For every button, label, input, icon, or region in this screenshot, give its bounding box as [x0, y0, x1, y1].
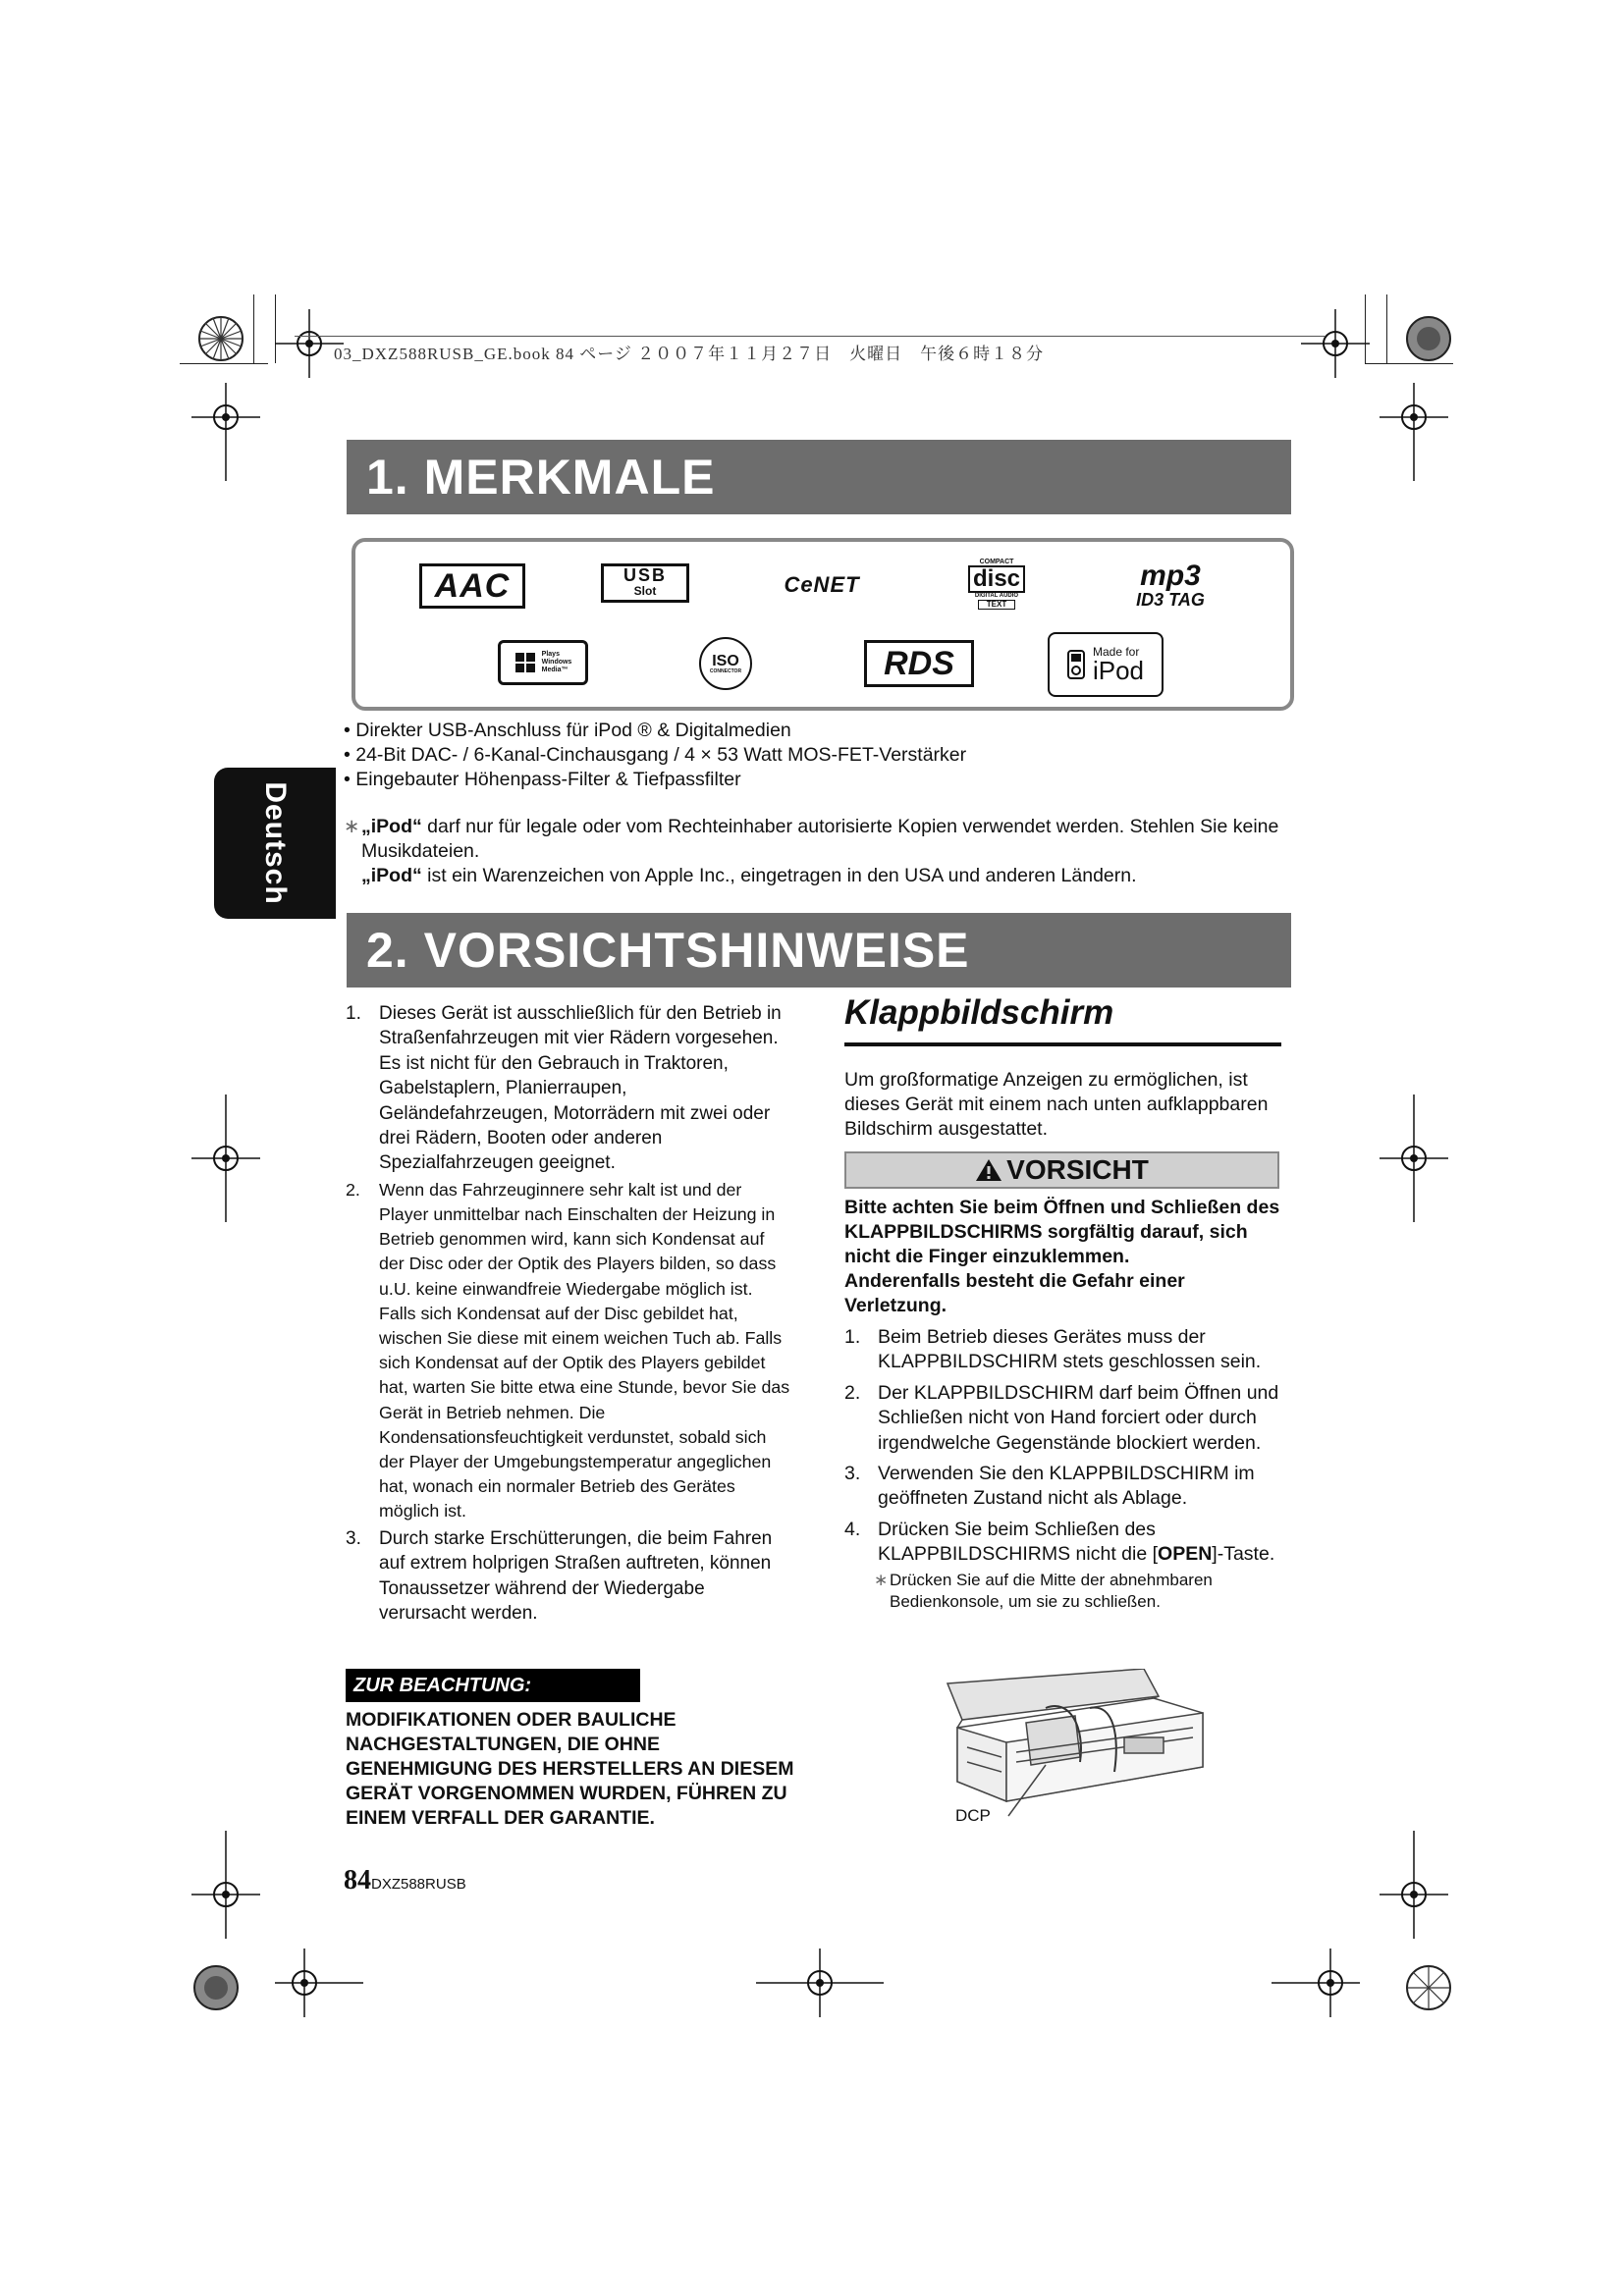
- wma-windows-text: Windows: [541, 659, 572, 666]
- crosshair-mark: [756, 1949, 884, 2017]
- warning-triangle-icon: [975, 1158, 1002, 1182]
- warranty-note: MODIFIKATIONEN ODER BAULICHE NACHGESTALTUNGEN, DIE OHNE GENEHMIGUNG DES HERSTELLERS AN DIESEM GERÄT VORGENOMMEN WURDEN, FÜHREN ZU EINEM VERFALL DER GARANTIE.: [346, 1709, 794, 1829]
- caution-banner: [844, 1151, 1279, 1189]
- registration-mark-top-left: [172, 290, 270, 388]
- made-for-ipod-logo: [1048, 632, 1164, 697]
- print-header: 03_DXZ588RUSB_GE.book 84 ページ ２００７年１１月２７日 火曜日 午後６時１８分: [334, 345, 1045, 363]
- item-text: Dieses Gerät ist ausschließlich für den Betrieb in Straßenfahrzeugen mit vier Rädern vorgesehen. Es ist nicht für den Gebrauch in Traktoren, Gabelstaplern, Planierraupen, Geländefahrzeugen, Motorrädern mit zwei oder drei Rädern, Booten oder anderen Spezialfahrzeugen geeignet.: [379, 1003, 782, 1174]
- dcp-callout-label: DCP: [955, 1806, 991, 1825]
- trim-line: [1386, 294, 1387, 363]
- head-unit-drawing: [928, 1669, 1222, 1865]
- ipod-term: „iPod“: [361, 865, 422, 886]
- feature-list: [344, 719, 1276, 792]
- item-number: 1.: [346, 1003, 361, 1024]
- cd-logo-text-badge: TEXT: [978, 600, 1015, 610]
- ipod-notes: [344, 815, 1286, 888]
- registration-mark-top-right: [1380, 290, 1478, 388]
- rds-logo-text: RDS: [884, 644, 954, 682]
- connector-logo-text: CONNECTOR: [709, 667, 742, 674]
- ipod-term: „iPod“: [361, 816, 422, 837]
- item-text: Beim Betrieb dieses Gerätes muss der KLAPPBILDSCHIRM stets geschlossen sein.: [878, 1326, 1262, 1373]
- mp3-logo-text: mp3: [1140, 560, 1201, 592]
- crosshair-mark: [1380, 1831, 1448, 1939]
- crosshair-mark: [1380, 1095, 1448, 1222]
- display-precaution-item: [844, 1325, 1291, 1375]
- cd-logo-digital-audio: DIGITAL AUDIO: [974, 593, 1019, 599]
- precaution-item: [344, 1001, 790, 1176]
- feature-logo-box: [352, 538, 1294, 711]
- wma-plays-text: Plays: [541, 651, 560, 658]
- trim-line: [1365, 363, 1453, 364]
- trim-line: [180, 363, 268, 364]
- language-tab-label: Deutsch: [259, 781, 292, 905]
- registration-mark-bottom-left: [177, 1944, 275, 2042]
- item-number: 1.: [844, 1326, 861, 1348]
- display-precautions-list: [844, 1325, 1291, 1619]
- item-text: Drücken Sie beim Schließen des KLAPPBILDSCHIRMS nicht die [: [878, 1518, 1159, 1566]
- cd-logo-compact: COMPACT: [979, 559, 1014, 565]
- display-precaution-item: [844, 1381, 1291, 1456]
- ipod-note-2: [344, 864, 1286, 888]
- subnote-text: Drücken Sie auf die Mitte der abnehmbaren Bedienkonsole, um sie zu schließen.: [890, 1570, 1213, 1611]
- made-for-text: Made for: [1092, 645, 1140, 659]
- model-number: DXZ588RUSB: [371, 1876, 466, 1893]
- cenet-logo: [758, 567, 886, 603]
- header-rule: [295, 336, 1326, 337]
- closing-subnote: [844, 1570, 1291, 1613]
- item-text: Verwenden Sie den KLAPPBILDSCHIRM im geöffneten Zustand nicht als Ablage.: [878, 1463, 1255, 1510]
- caution-label: VORSICHT: [1006, 1154, 1149, 1185]
- item-text: Wenn das Fahrzeuginnere sehr kalt ist und der Player unmittelbar nach Einschalten der Heizung in Betrieb genommen wird, kann sich Kondensat auf der Disc oder der Optik des Players bilden, so dass u.U. keine einwandfreie Wiedergabe möglich ist. Falls sich Kondensat auf der Disc gebildet hat, wischen Sie diese mit einem weichen Tuch ab. Falls sich Kondensat auf der Optik des Players gebildet hat, warten Sie bitte etwa eine Stunde, bevor Sie das Gerät in Betrieb nehmen. Die Kondensationsfeuchtigkeit verdunstet, sobald sich der Player der Umgebungstemperatur angeglichen hat, wonach ein normaler Betrieb des Gerätes möglich ist.: [379, 1179, 790, 1522]
- note-asterisk: ∗: [344, 816, 360, 837]
- mp3-id3-logo: [1111, 556, 1229, 614]
- usb-slot-logo: [601, 563, 689, 603]
- iso-logo-text: ISO: [712, 652, 739, 669]
- crosshair-mark: [275, 1949, 363, 2017]
- iso-connector-logo: [699, 637, 752, 690]
- item-number: 4.: [844, 1518, 861, 1540]
- caution-text-1: Bitte achten Sie beim Öffnen und Schließen des KLAPPBILDSCHIRMS sorgfältig darauf, sich nicht die Finger einzuklemmen.: [844, 1197, 1280, 1267]
- note-asterisk: ∗: [874, 1570, 889, 1589]
- crosshair-mark: [191, 1831, 260, 1939]
- item-number: 3.: [346, 1527, 361, 1549]
- compact-disc-text-logo: [964, 556, 1029, 613]
- crosshair-mark: [1272, 1949, 1360, 2017]
- id3-tag-logo-text: ID3 TAG: [1136, 590, 1205, 610]
- precaution-item: [344, 1526, 790, 1627]
- aac-logo: [419, 563, 525, 609]
- crosshair-mark: [191, 383, 260, 481]
- item-number: 3.: [844, 1463, 861, 1485]
- klappbildschirm-intro: Um großformatige Anzeigen zu ermöglichen, ist dieses Gerät mit einem nach unten aufklappbaren Bildschirm ausgestattet.: [844, 1069, 1269, 1140]
- note-heading: ZUR BEACHTUNG:: [346, 1669, 640, 1702]
- crosshair-mark: [1380, 383, 1448, 481]
- registration-mark-bottom-right: [1375, 1944, 1473, 2042]
- windows-media-logo: [498, 640, 588, 685]
- open-key-label: OPEN: [1158, 1543, 1213, 1566]
- ipod-note-1: [344, 815, 1286, 864]
- slot-logo-text: Slot: [633, 584, 657, 598]
- display-precaution-item: [844, 1518, 1291, 1613]
- item-text: ]-Taste.: [1212, 1543, 1275, 1566]
- language-tab: [214, 768, 336, 919]
- section-1-title: 1. MERKMALE: [347, 440, 1291, 514]
- klappbildschirm-title: Klappbildschirm: [844, 993, 1281, 1046]
- item-number: 2.: [844, 1381, 861, 1404]
- aac-logo-text: AAC: [434, 566, 511, 605]
- cenet-logo-text: CeNET: [784, 572, 860, 597]
- precautions-list: [344, 1001, 790, 1628]
- wma-media-text: Media™: [541, 667, 568, 673]
- caution-text: [844, 1196, 1286, 1318]
- feature-item: • Direkter USB-Anschluss für iPod ® & Digitalmedien: [344, 720, 791, 741]
- caution-text-2: Anderenfalls besteht die Gefahr einer Verletzung.: [844, 1270, 1185, 1316]
- device-illustration: [928, 1669, 1222, 1865]
- ipod-device-icon: [1067, 650, 1085, 679]
- ipod-note-1-text: darf nur für legale oder vom Rechteinhaber autorisierte Kopien verwendet werden. Stehlen Sie keine Musikdateien.: [361, 816, 1279, 862]
- item-text: Der KLAPPBILDSCHIRM darf beim Öffnen und Schließen nicht von Hand forciert oder durch irgendwelche Gegenstände blockiert werden.: [878, 1381, 1279, 1454]
- feature-item: • 24-Bit DAC- / 6-Kanal-Cinchausgang / 4 × 53 Watt MOS-FET-Verstärker: [344, 744, 967, 766]
- display-precaution-item: [844, 1462, 1291, 1512]
- crosshair-mark: [191, 1095, 260, 1222]
- page-footer: [344, 1865, 466, 1896]
- feature-item: • Eingebauter Höhenpass-Filter & Tiefpassfilter: [344, 769, 741, 790]
- windows-flag-icon: [514, 652, 536, 673]
- ipod-note-2-text: ist ein Warenzeichen von Apple Inc., eingetragen in den USA und anderen Ländern.: [421, 865, 1137, 886]
- trim-line: [253, 294, 254, 363]
- item-text: Durch starke Erschütterungen, die beim Fahren auf extrem holprigen Straßen auftreten, können Tonaussetzer während der Wiedergabe verursacht werden.: [379, 1527, 773, 1624]
- crosshair-mark: [1301, 309, 1370, 378]
- usb-logo-text: USB: [623, 565, 667, 585]
- rds-logo: [864, 640, 974, 687]
- page-number: 84: [344, 1865, 371, 1896]
- section-2-title: 2. VORSICHTSHINWEISE: [347, 913, 1291, 988]
- item-number: 2.: [346, 1179, 360, 1200]
- precaution-item: [344, 1178, 790, 1524]
- ipod-logo-text: iPod: [1092, 656, 1145, 685]
- cd-logo-disc: disc: [968, 565, 1025, 593]
